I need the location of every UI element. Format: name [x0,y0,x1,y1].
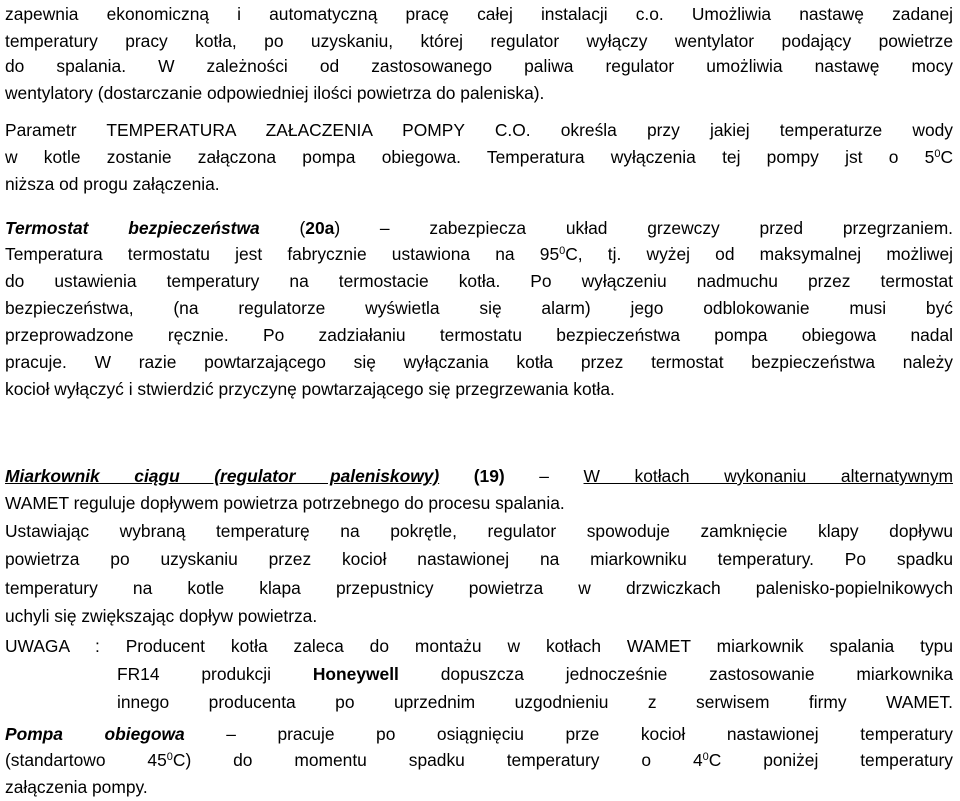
paragraph-line: WAMET reguluje dopływem powietrza potrzebnego do procesu spalania. [5,493,565,513]
reference-number: (19) [439,466,505,486]
paragraph-line: wentylatory (dostarczanie odpowiedniej ilości powietrza do paleniska). [5,83,545,103]
text-run: w kotle zostanie załączona pompa obiegowa. Temperatura wyłączenia tej pompy jst o 5 [5,147,935,167]
text-run: C) do momentu spadku temperatury o 4 [172,750,703,770]
paragraph-line: do ustawienia temperatury na termostacie kotła. Po wyłączeniu nadmuchu przez termostat [5,271,953,291]
text-run: – [504,466,584,486]
text-run: C, tj. wyżej od maksymalnej możliwej [565,244,953,264]
miarkownik-title: Miarkownik ciągu (regulator paleniskowy) [5,466,440,486]
paragraph-line: pracuje. W razie powtarzającego się wyłączania kotła przez termostat bezpieczeństwa należy [5,352,953,372]
pompa-heading-line [5,720,953,748]
pompa-title: Pompa obiegowa [5,724,185,744]
paragraph-line: zapewnia ekonomiczną i automatyczną pracę całej instalacji c.o. Umożliwia nastawę zadanej [5,4,953,24]
uwaga-line: UWAGA : Producent kotła zaleca do montażu w kotłach WAMET miarkownik spalania typu [5,636,953,656]
degree-superscript: 0 [559,245,566,257]
paragraph-line: Ustawiając wybraną temperaturę na pokrętle, regulator spowoduje zamknięcie klapy dopływu [5,521,953,541]
text-run: ( [259,218,306,238]
miarkownik-heading-line [5,462,953,490]
text-run: C [940,147,953,167]
paragraph-line: uchyli się zwiększając dopływ powietrza. [5,606,318,626]
paragraph-line: temperatury na kotle klapa przepustnicy powietrza w drzwiczkach palenisko-popielnikowych [5,578,953,598]
uwaga-line [117,660,953,688]
text-run: (standartowo 45 [5,750,167,770]
reference-number: 20a [305,218,335,238]
degree-superscript: 0 [934,148,941,160]
text-run: W kotłach wykonaniu alternatywnym [583,466,954,486]
paragraph-line: kocioł wyłączyć i stwierdzić przyczynę powtarzającego się przegrzewania kotła. [5,379,615,399]
paragraph-line: temperatury pracy kotła, po uzyskaniu, której regulator wyłączy wentylator podający powietrze [5,31,953,51]
text-run: Temperatura termostatu jest fabrycznie ustawiona na 95 [5,244,560,264]
uwaga-line: innego producenta po uprzednim uzgodnieniu z serwisem firmy WAMET. [117,692,953,712]
paragraph-line [5,143,953,171]
paragraph-line: bezpieczeństwa, (na regulatorze wyświetla się alarm) jego odblokowanie musi być [5,298,953,318]
text-run: – pracuje po osiągnięciu prze kocioł nastawionej temperatury [184,724,953,744]
paragraph-line [5,746,953,774]
paragraph-line: powietrza po uzyskaniu przez kocioł nastawionej na miarkowniku temperatury. Po spadku [5,549,953,569]
paragraph-line: przeprowadzone ręcznie. Po zadziałaniu termostatu bezpieczeństwa pompa obiegowa nadal [5,325,953,345]
degree-superscript: 0 [702,751,709,763]
paragraph-line: do spalania. W zależności od zastosowanego paliwa regulator umożliwia nastawę mocy [5,56,953,76]
brand-name: Honeywell [312,664,399,684]
termostat-title: Termostat bezpieczeństwa [5,218,260,238]
paragraph-line: Parametr TEMPERATURA ZAŁACZENIA POMPY C.O. określa przy jakiej temperaturze wody [5,120,953,140]
text-run: C poniżej temperatury [708,750,953,770]
paragraph-line: niższa od progu załączenia. [5,174,220,194]
paragraph-line [5,240,953,268]
text-run: FR14 produkcji [117,664,313,684]
termostat-heading-line [5,214,953,242]
degree-superscript: 0 [166,751,173,763]
text-run: dopuszcza jednocześnie zastosowanie miarkownika [398,664,953,684]
paragraph-line: załączenia pompy. [5,777,148,797]
text-run: ) – zabezpiecza układ grzewczy przed przegrzaniem. [334,218,954,238]
